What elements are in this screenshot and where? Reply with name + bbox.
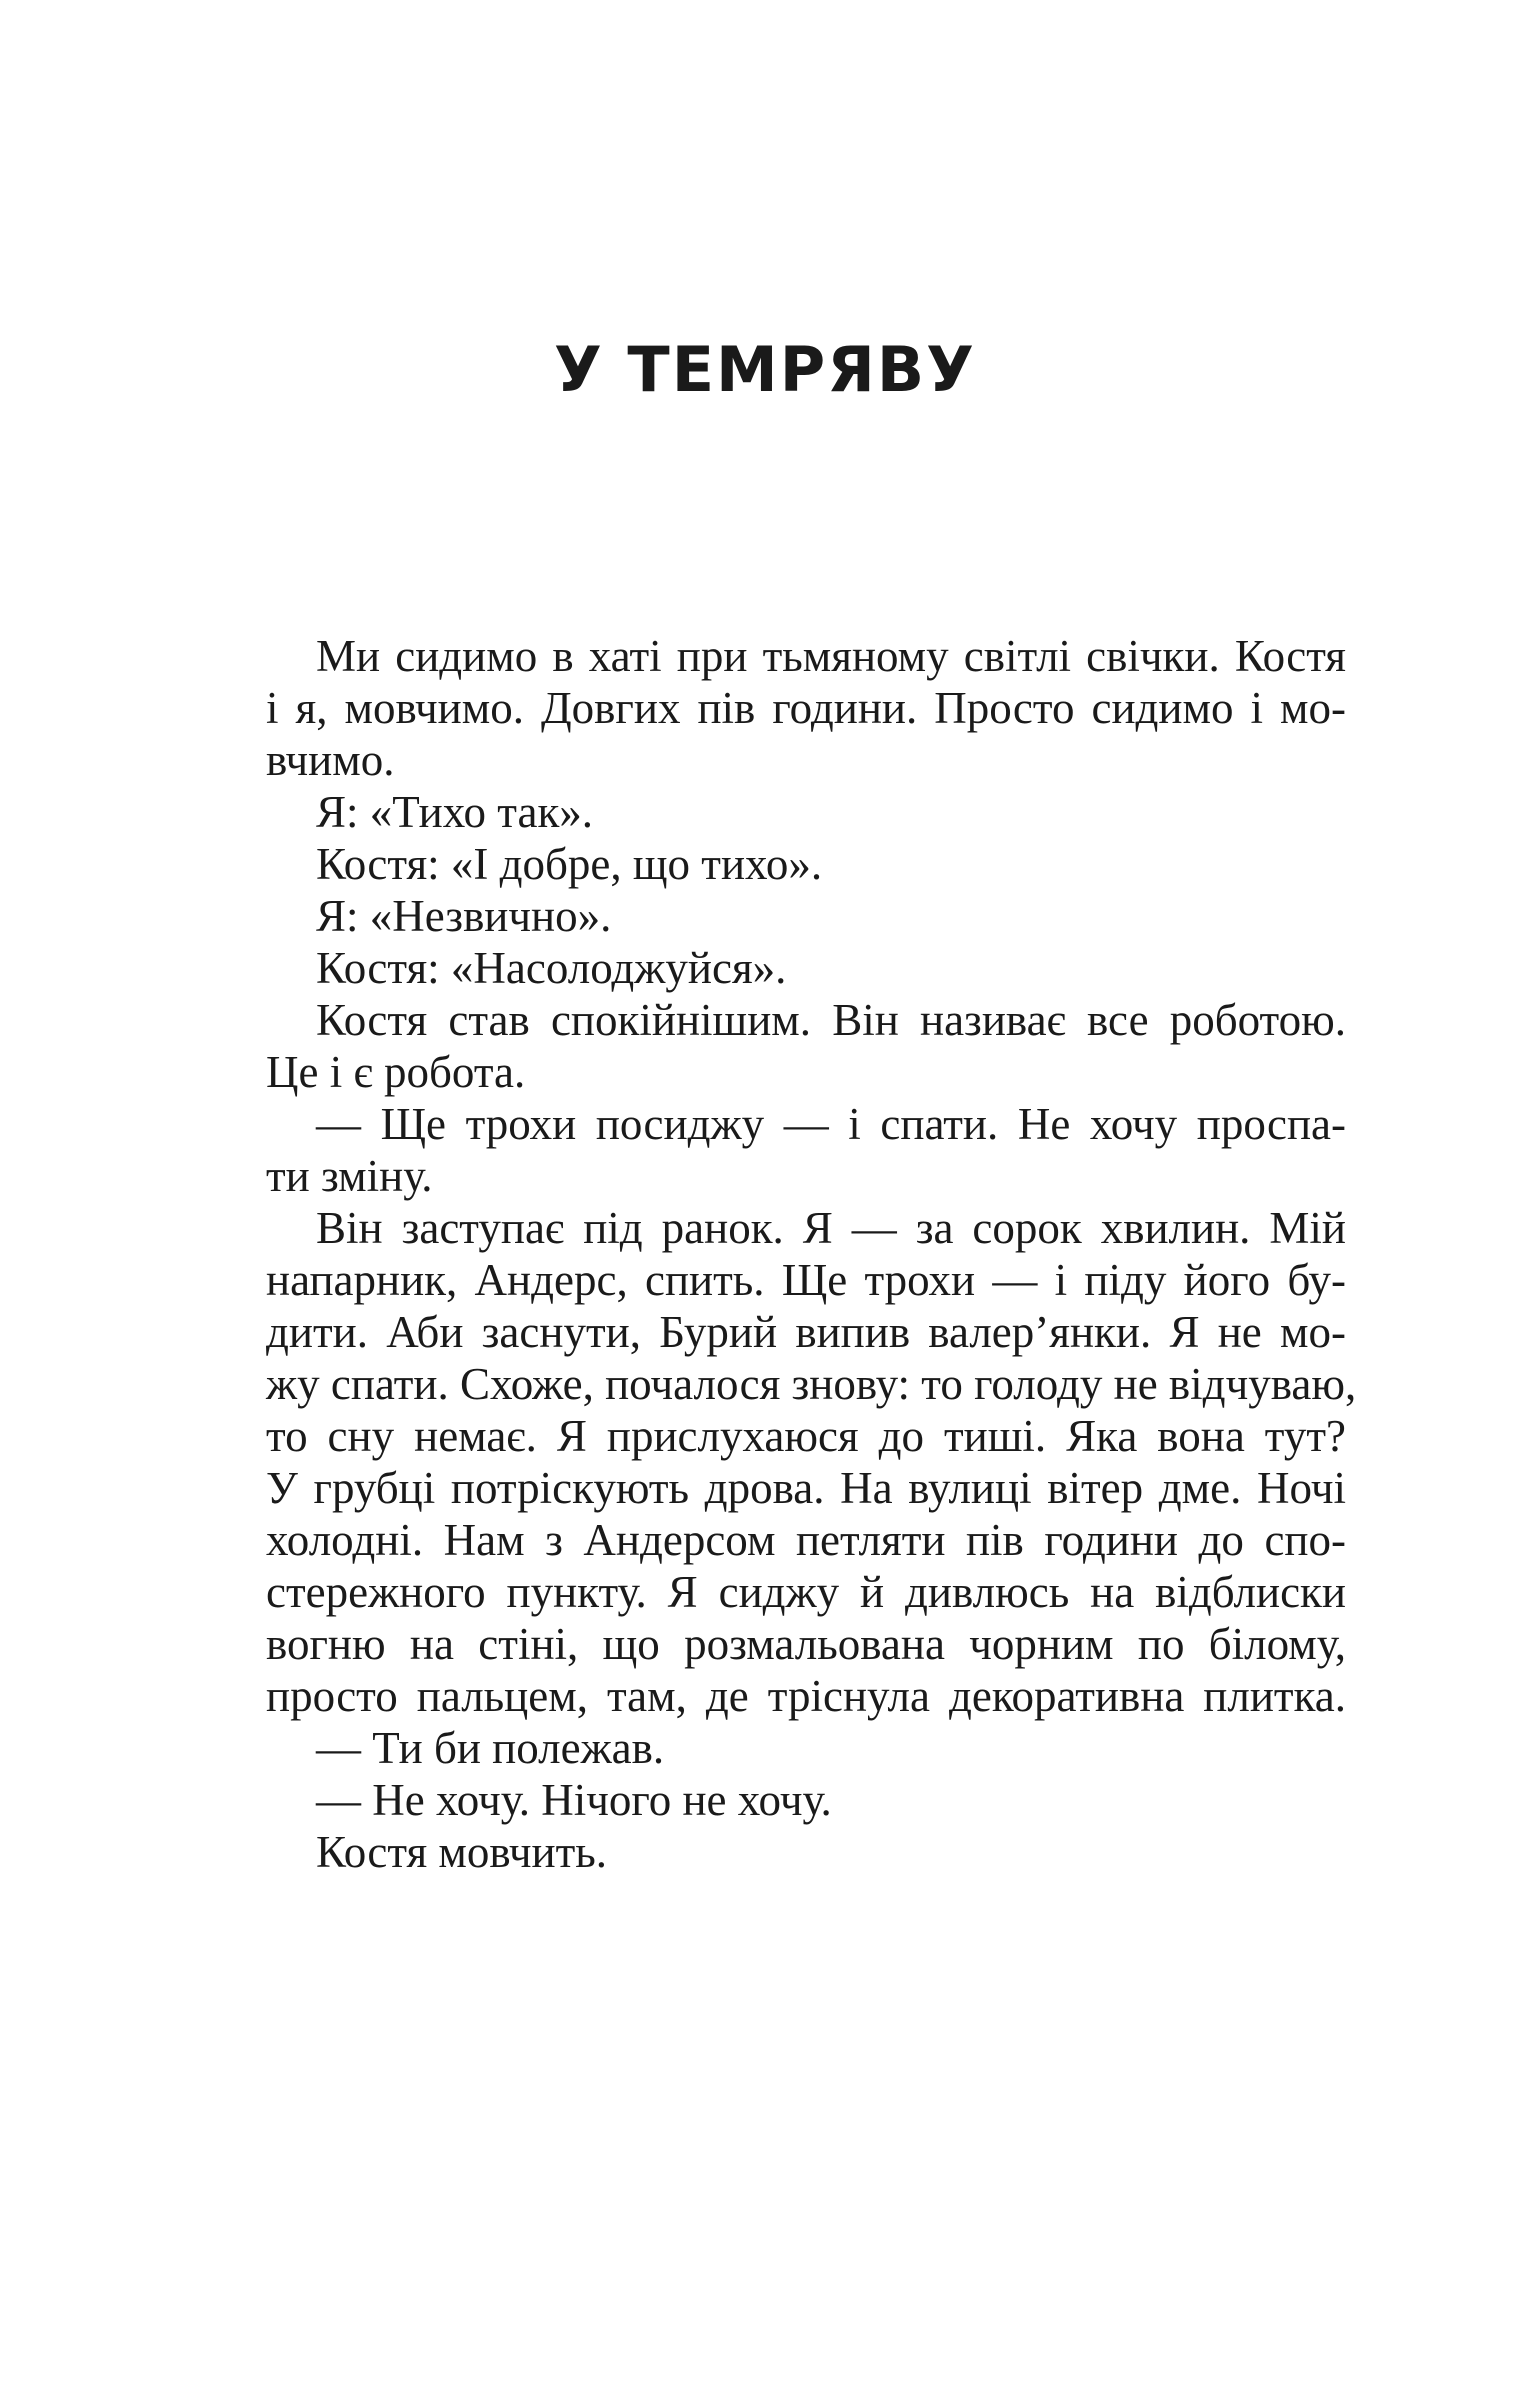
text-line: і я, мовчимо. Довгих пів години. Просто сидимо і мо- [266,683,1346,733]
dialogue-line: Я: «Незвично». [316,891,612,941]
chapter-body [266,630,1357,1878]
text-line: стережного пункту. Я сиджу й дивлюсь на відблиски [266,1567,1346,1617]
text-line: Він заступає під ранок. Я — за сорок хвилин. Мій [316,1203,1346,1253]
text-line: ти зміну. [266,1151,433,1201]
text-line: Ми сидимо в хаті при тьмяному світлі свічки. Костя [316,631,1346,681]
text-line: жу спати. Схоже, почалося знову: то голоду не відчуваю, [266,1359,1357,1409]
chapter-title: У ТЕМРЯВУ [554,333,976,406]
dialogue-line: — Ще трохи посиджу — і спати. Не хочу проспа- [316,1099,1346,1149]
text-line: вогню на стіні, що розмальована чорним по білому, [266,1619,1346,1669]
text-line: просто пальцем, там, де тріснула декоративна плитка. [266,1671,1346,1721]
dialogue-line: Я: «Тихо так». [316,787,594,837]
dialogue-line: — Не хочу. Нічого не хочу. [316,1775,832,1825]
text-line: вчимо. [266,735,395,785]
text-line: Костя мовчить. [316,1827,608,1877]
text-line: напарник, Андерс, спить. Ще трохи — і піду його бу- [266,1255,1346,1305]
text-line: Це і є робота. [266,1047,526,1097]
text-line: холодні. Нам з Андерсом петляти пів години до спо- [266,1515,1346,1565]
dialogue-line: — Ти би полежав. [316,1723,665,1773]
text-line: Костя став спокійнішим. Він називає все роботою. [316,995,1346,1045]
dialogue-line: Костя: «Насолоджуйся». [316,943,787,993]
text-line: У грубці потріскують дрова. На вулиці вітер дме. Ночі [266,1463,1346,1513]
text-line: дити. Аби заснути, Бурий випив валер’янки. Я не мо- [266,1307,1346,1357]
text-line: то сну немає. Я прислухаюся до тиші. Яка вона тут? [266,1411,1346,1461]
dialogue-line: Костя: «І добре, що тихо». [316,839,823,889]
